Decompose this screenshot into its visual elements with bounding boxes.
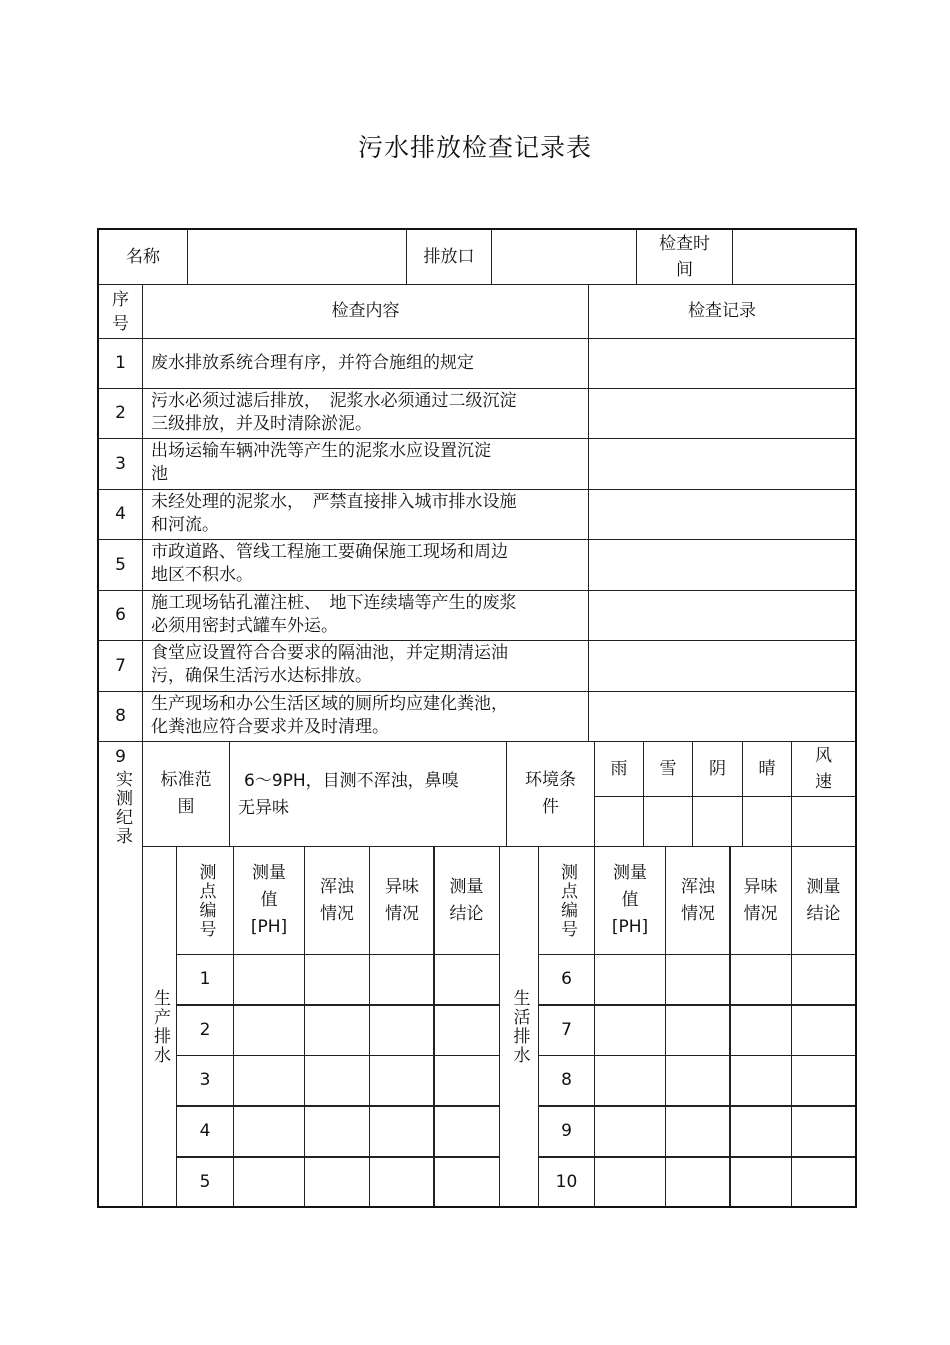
snow-value-cell[interactable] bbox=[643, 796, 693, 847]
odor-cell[interactable] bbox=[369, 954, 435, 1005]
weather-sunny: 晴 bbox=[758, 758, 776, 779]
turbidity-header-line2: 情况 bbox=[681, 903, 715, 924]
page-title: 污水排放检查记录表 bbox=[357, 133, 592, 162]
result-header-line2: 结论 bbox=[449, 903, 484, 924]
odor-cell[interactable] bbox=[729, 1106, 792, 1157]
measured-value-header-cell bbox=[594, 846, 666, 955]
item-content-cell bbox=[142, 539, 589, 591]
point-number: 8 bbox=[561, 1070, 572, 1090]
seq-header-cell bbox=[98, 284, 143, 339]
odor-cell[interactable] bbox=[369, 1005, 435, 1056]
measured-value-cell[interactable] bbox=[594, 1005, 666, 1056]
measured-value-header-line3: [PH] bbox=[611, 917, 649, 937]
item-content-line1: 食堂应设置符合合要求的隔油池，并定期清运油 bbox=[151, 643, 508, 663]
time-label-line2: 间 bbox=[676, 260, 693, 280]
outlet-value-cell[interactable] bbox=[491, 229, 637, 285]
measured-value-cell[interactable] bbox=[594, 1106, 666, 1157]
measured-value-cell[interactable] bbox=[233, 1055, 305, 1106]
item-content-line1: 施工现场钻孔灌注桩、 地下连续墙等产生的废浆 bbox=[151, 593, 517, 613]
record-header: 检查记录 bbox=[688, 301, 756, 321]
weather-cloudy: 阴 bbox=[709, 758, 726, 779]
point-number: 2 bbox=[199, 1020, 211, 1040]
wind-value-cell[interactable] bbox=[791, 796, 856, 847]
item-number-cell bbox=[98, 489, 143, 540]
cloudy-value-cell[interactable] bbox=[692, 796, 743, 847]
turbidity-cell[interactable] bbox=[304, 1157, 370, 1207]
name-label-cell bbox=[98, 229, 188, 285]
standard-value-line2: 无异味 bbox=[238, 798, 289, 818]
odor-cell[interactable] bbox=[369, 1157, 435, 1207]
point-number-header: 测点编号 bbox=[195, 862, 216, 939]
item-content-line2: 化粪池应符合要求并及时清理。 bbox=[151, 717, 389, 737]
rain-value-cell[interactable] bbox=[594, 796, 644, 847]
wind-speed-line2: 速 bbox=[815, 772, 832, 792]
odor-cell[interactable] bbox=[729, 1055, 792, 1106]
wind-speed-cell bbox=[791, 741, 856, 797]
odor-header-cell bbox=[369, 846, 435, 955]
result-cell[interactable] bbox=[433, 1157, 500, 1207]
standard-value-line1: 6～9PH，目测不浑浊，鼻嗅 bbox=[244, 771, 459, 791]
measured-value-header-line2: 值 bbox=[621, 890, 639, 910]
point-number: 7 bbox=[561, 1020, 572, 1040]
point-number-cell bbox=[176, 954, 234, 1005]
turbidity-header-line1: 浑浊 bbox=[681, 876, 715, 897]
turbidity-cell[interactable] bbox=[665, 1055, 731, 1106]
weather-snow: 雪 bbox=[659, 758, 677, 779]
weather-cloudy-cell bbox=[692, 741, 743, 797]
odor-cell[interactable] bbox=[729, 1157, 792, 1207]
point-number-cell bbox=[176, 1005, 234, 1056]
odor-header-line1: 异味 bbox=[385, 876, 419, 897]
turbidity-header-line2: 情况 bbox=[320, 903, 354, 924]
item-record-cell[interactable] bbox=[588, 590, 856, 641]
odor-cell[interactable] bbox=[369, 1055, 435, 1106]
item-content-cell bbox=[142, 590, 589, 641]
content-header: 检查内容 bbox=[331, 301, 400, 321]
item-record-cell[interactable] bbox=[588, 691, 856, 742]
standard-value-cell bbox=[229, 741, 507, 847]
point-number: 5 bbox=[199, 1171, 211, 1192]
item-content-line2: 必须用密封式罐车外运。 bbox=[151, 616, 338, 636]
name-value-cell[interactable] bbox=[187, 229, 407, 285]
weather-rain-cell bbox=[594, 741, 644, 797]
item-content-line2: 地区不积水。 bbox=[151, 565, 253, 585]
result-header-line1: 测量 bbox=[806, 876, 841, 897]
item-content-cell bbox=[142, 438, 589, 490]
measured-value-cell[interactable] bbox=[594, 1055, 666, 1106]
time-label-cell bbox=[636, 229, 733, 285]
item-content-cell bbox=[142, 388, 589, 439]
env-label-line1: 环境条 bbox=[525, 770, 576, 790]
seq-header-line2: 号 bbox=[112, 313, 129, 334]
item-content-cell bbox=[142, 691, 589, 742]
measured-value-cell[interactable] bbox=[594, 1157, 666, 1207]
item-content-line1: 市政道路、管线工程施工要确保施工现场和周边 bbox=[151, 542, 508, 562]
point-number-cell bbox=[176, 1106, 234, 1157]
point-number: 3 bbox=[199, 1070, 211, 1090]
seq-header-line1: 序 bbox=[112, 289, 129, 310]
item-content-cell bbox=[142, 640, 589, 692]
item-content-line2: 三级排放，并及时清除淤泥。 bbox=[151, 414, 372, 434]
point-number-cell bbox=[176, 1055, 234, 1106]
odor-header-line2: 情况 bbox=[385, 903, 419, 924]
measured-value-cell[interactable] bbox=[233, 1157, 305, 1207]
turbidity-cell[interactable] bbox=[304, 1055, 370, 1106]
item-number: 7 bbox=[115, 655, 126, 676]
measured-value-cell[interactable] bbox=[233, 1005, 305, 1056]
time-label-line1: 检查时 bbox=[659, 234, 710, 254]
production-drainage-label: 生产排水 bbox=[150, 988, 170, 1065]
section9-label: 实测纪录 bbox=[112, 770, 132, 846]
item-number-cell bbox=[98, 691, 143, 742]
turbidity-cell[interactable] bbox=[665, 954, 731, 1005]
point-number: 4 bbox=[199, 1121, 211, 1141]
result-header-line2: 结论 bbox=[806, 903, 841, 924]
result-cell[interactable] bbox=[433, 1055, 500, 1106]
turbidity-header-line1: 浑浊 bbox=[320, 876, 354, 897]
result-cell[interactable] bbox=[791, 1055, 856, 1106]
item-content-line2: 污，确保生活污水达标排放。 bbox=[151, 666, 372, 686]
sunny-value-cell[interactable] bbox=[742, 796, 792, 847]
item-number: 5 bbox=[115, 554, 126, 575]
odor-header-line1: 异味 bbox=[743, 876, 778, 897]
item-record-cell[interactable] bbox=[588, 438, 856, 490]
env-label-cell bbox=[506, 741, 595, 847]
turbidity-cell[interactable] bbox=[665, 1005, 731, 1056]
odor-header-cell bbox=[729, 846, 792, 955]
turbidity-cell[interactable] bbox=[665, 1157, 731, 1207]
section9-seq-cell bbox=[98, 741, 143, 1207]
result-cell[interactable] bbox=[791, 1157, 856, 1207]
turbidity-header-cell bbox=[665, 846, 731, 955]
item-number: 6 bbox=[115, 605, 126, 625]
odor-header-line2: 情况 bbox=[743, 903, 778, 924]
result-cell[interactable] bbox=[433, 954, 500, 1005]
item-number: 3 bbox=[115, 453, 126, 474]
standard-label-line2: 围 bbox=[177, 797, 195, 817]
wind-speed-line1: 风 bbox=[815, 746, 832, 766]
point-number: 6 bbox=[561, 969, 572, 989]
item-content-line1: 未经处理的泥浆水， 严禁直接排入城市排水设施 bbox=[151, 492, 517, 512]
item-number: 1 bbox=[115, 353, 126, 373]
weather-rain: 雨 bbox=[610, 758, 628, 779]
odor-cell[interactable] bbox=[729, 954, 792, 1005]
item-number: 8 bbox=[115, 706, 126, 726]
item-record-cell[interactable] bbox=[588, 388, 856, 439]
record-header-cell bbox=[588, 284, 856, 339]
item-number-cell bbox=[98, 590, 143, 641]
content-header-cell bbox=[142, 284, 589, 339]
result-cell[interactable] bbox=[791, 1106, 856, 1157]
result-cell[interactable] bbox=[433, 1106, 500, 1157]
measured-value-cell[interactable] bbox=[233, 1106, 305, 1157]
measured-value-header-line3: [PH] bbox=[250, 917, 288, 937]
measured-value-header-cell bbox=[233, 846, 305, 955]
item-number-cell bbox=[98, 640, 143, 692]
result-cell[interactable] bbox=[433, 1005, 500, 1056]
living-drainage-label: 生活排水 bbox=[509, 988, 530, 1065]
item-number-cell bbox=[98, 338, 143, 389]
living-drainage-label-cell bbox=[499, 846, 539, 1207]
result-header-cell bbox=[433, 846, 500, 955]
result-cell[interactable] bbox=[791, 1005, 856, 1056]
item-number: 2 bbox=[115, 403, 126, 423]
item-number-cell bbox=[98, 388, 143, 439]
point-number-cell bbox=[538, 1055, 595, 1106]
turbidity-cell[interactable] bbox=[665, 1106, 731, 1157]
turbidity-cell[interactable] bbox=[304, 954, 370, 1005]
item-content-cell bbox=[142, 338, 589, 389]
point-number-cell bbox=[176, 1157, 234, 1207]
point-number-header: 测点编号 bbox=[557, 862, 577, 939]
point-number-cell bbox=[538, 954, 595, 1005]
production-drainage-label-cell bbox=[142, 846, 177, 1207]
item-content-line1: 出场运输车辆冲洗等产生的泥浆水应设置沉淀 bbox=[151, 441, 491, 461]
item-record-cell[interactable] bbox=[588, 640, 856, 692]
item-record-cell[interactable] bbox=[588, 539, 856, 591]
outlet-label-cell bbox=[406, 229, 492, 285]
measured-value-cell[interactable] bbox=[233, 954, 305, 1005]
standard-label-line1: 标准范 bbox=[160, 770, 212, 790]
item-content-line2: 池 bbox=[151, 464, 168, 484]
time-value-cell[interactable] bbox=[732, 229, 856, 285]
measured-value-header-line1: 测量 bbox=[252, 863, 286, 883]
point-number: 1 bbox=[199, 969, 211, 989]
item-record-cell[interactable] bbox=[588, 338, 856, 389]
item-content-cell bbox=[142, 489, 589, 540]
measured-value-header-line1: 测量 bbox=[613, 863, 647, 883]
outlet-label: 排放口 bbox=[423, 246, 475, 267]
point-number-header-cell bbox=[538, 846, 595, 955]
name-label: 名称 bbox=[126, 246, 160, 267]
weather-sunny-cell bbox=[742, 741, 792, 797]
env-label-line2: 件 bbox=[542, 797, 559, 817]
standard-label-cell bbox=[142, 741, 230, 847]
result-header-line1: 测量 bbox=[449, 876, 484, 897]
item-number-cell bbox=[98, 438, 143, 490]
measured-value-cell[interactable] bbox=[594, 954, 666, 1005]
result-cell[interactable] bbox=[791, 954, 856, 1005]
weather-snow-cell bbox=[643, 741, 693, 797]
item-content-line1: 生产现场和办公生活区域的厕所均应建化粪池， bbox=[151, 694, 508, 714]
measured-value-header-line2: 值 bbox=[260, 890, 278, 910]
point-number-cell bbox=[538, 1005, 595, 1056]
item-record-cell[interactable] bbox=[588, 489, 856, 540]
point-number: 9 bbox=[561, 1121, 572, 1141]
section9-no: 9 bbox=[115, 747, 126, 767]
item-content-line1: 污水必须过滤后排放， 泥浆水必须通过二级沉淀 bbox=[151, 391, 517, 411]
odor-cell[interactable] bbox=[729, 1005, 792, 1056]
point-number-cell bbox=[538, 1106, 595, 1157]
turbidity-cell[interactable] bbox=[304, 1005, 370, 1056]
point-number: 10 bbox=[555, 1171, 578, 1192]
point-number-header-cell bbox=[176, 846, 234, 955]
item-content-line2: 和河流。 bbox=[151, 515, 219, 535]
item-content-line1: 废水排放系统合理有序，并符合施组的规定 bbox=[151, 353, 474, 373]
odor-cell[interactable] bbox=[369, 1106, 435, 1157]
point-number-cell bbox=[538, 1157, 595, 1207]
turbidity-header-cell bbox=[304, 846, 370, 955]
result-header-cell bbox=[791, 846, 856, 955]
turbidity-cell[interactable] bbox=[304, 1106, 370, 1157]
item-number: 4 bbox=[115, 504, 126, 524]
item-number-cell bbox=[98, 539, 143, 591]
